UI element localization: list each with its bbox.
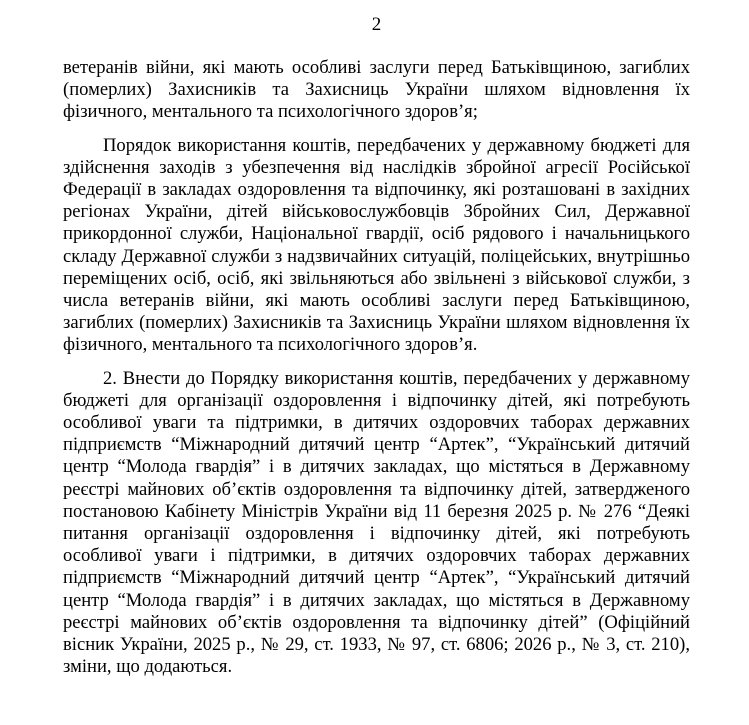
document-body bbox=[63, 57, 690, 678]
paragraph-procedure: Порядок використання коштів, передбачених у державному бюджеті для здійснення заходів з убезпечення від наслідків збройної агресії Російської Федерації в закладах оздоровлення та відпочинку, які розташовані в західних регіонах України, дітей військовослужбовців Збройних Сил, Державної прикордонної служби, Національної гвардії, осіб рядового і начальницького складу Державної служби з надзвичайних ситуацій, поліцейських, внутрішньо переміщених осіб, осіб, які звільняються або звільнені з військової служби, з числа ветеранів війни, які мають особливі заслуги перед Батьківщиною, загиблих (померлих) Захисників та Захисниць України шляхом відновлення їх фізичного, ментального та психологічного здоров’я. bbox=[63, 134, 690, 356]
page-number: 2 bbox=[371, 14, 382, 35]
paragraph-item-2: 2. Внести до Порядку використання коштів, передбачених у державному бюджеті для організації оздоровлення і відпочинку дітей, які потребують особливої уваги та підтримки, в дитячих оздоровчих таборах державних підприємств “Міжнародний дитячий центр “Артек”, “Український дитячий центр “Молода гвардія” і в дитячих закладах, що містяться в Державному реєстрі майнових об’єктів оздоровлення та відпочинку дітей, затвердженого постановою Кабінету Міністрів України від 11 березня 2025 р. № 276 “Деякі питання організації оздоровлення і відпочинку дітей, які потребують особливої уваги і підтримки, в дитячих оздоровчих таборах державних підприємств “Міжнародний дитячий центр “Артек”, “Український дитячий центр “Молода гвардія” і в дитячих закладах, що містяться в Державному реєстрі майнових об’єктів оздоровлення та відпочинку дітей” (Офіційний вісник України, 2025 р., № 29, ст. 1933, № 97, ст. 6806; 2026 р., № 3, ст. 210), зміни, що додаються. bbox=[63, 367, 690, 678]
paragraph-continuation: ветеранів війни, які мають особливі заслуги перед Батьківщиною, загиблих (померлих) Захисників та Захисниць України шляхом відновлення їх фізичного, ментального та психологічного здоров’я; bbox=[63, 57, 690, 123]
